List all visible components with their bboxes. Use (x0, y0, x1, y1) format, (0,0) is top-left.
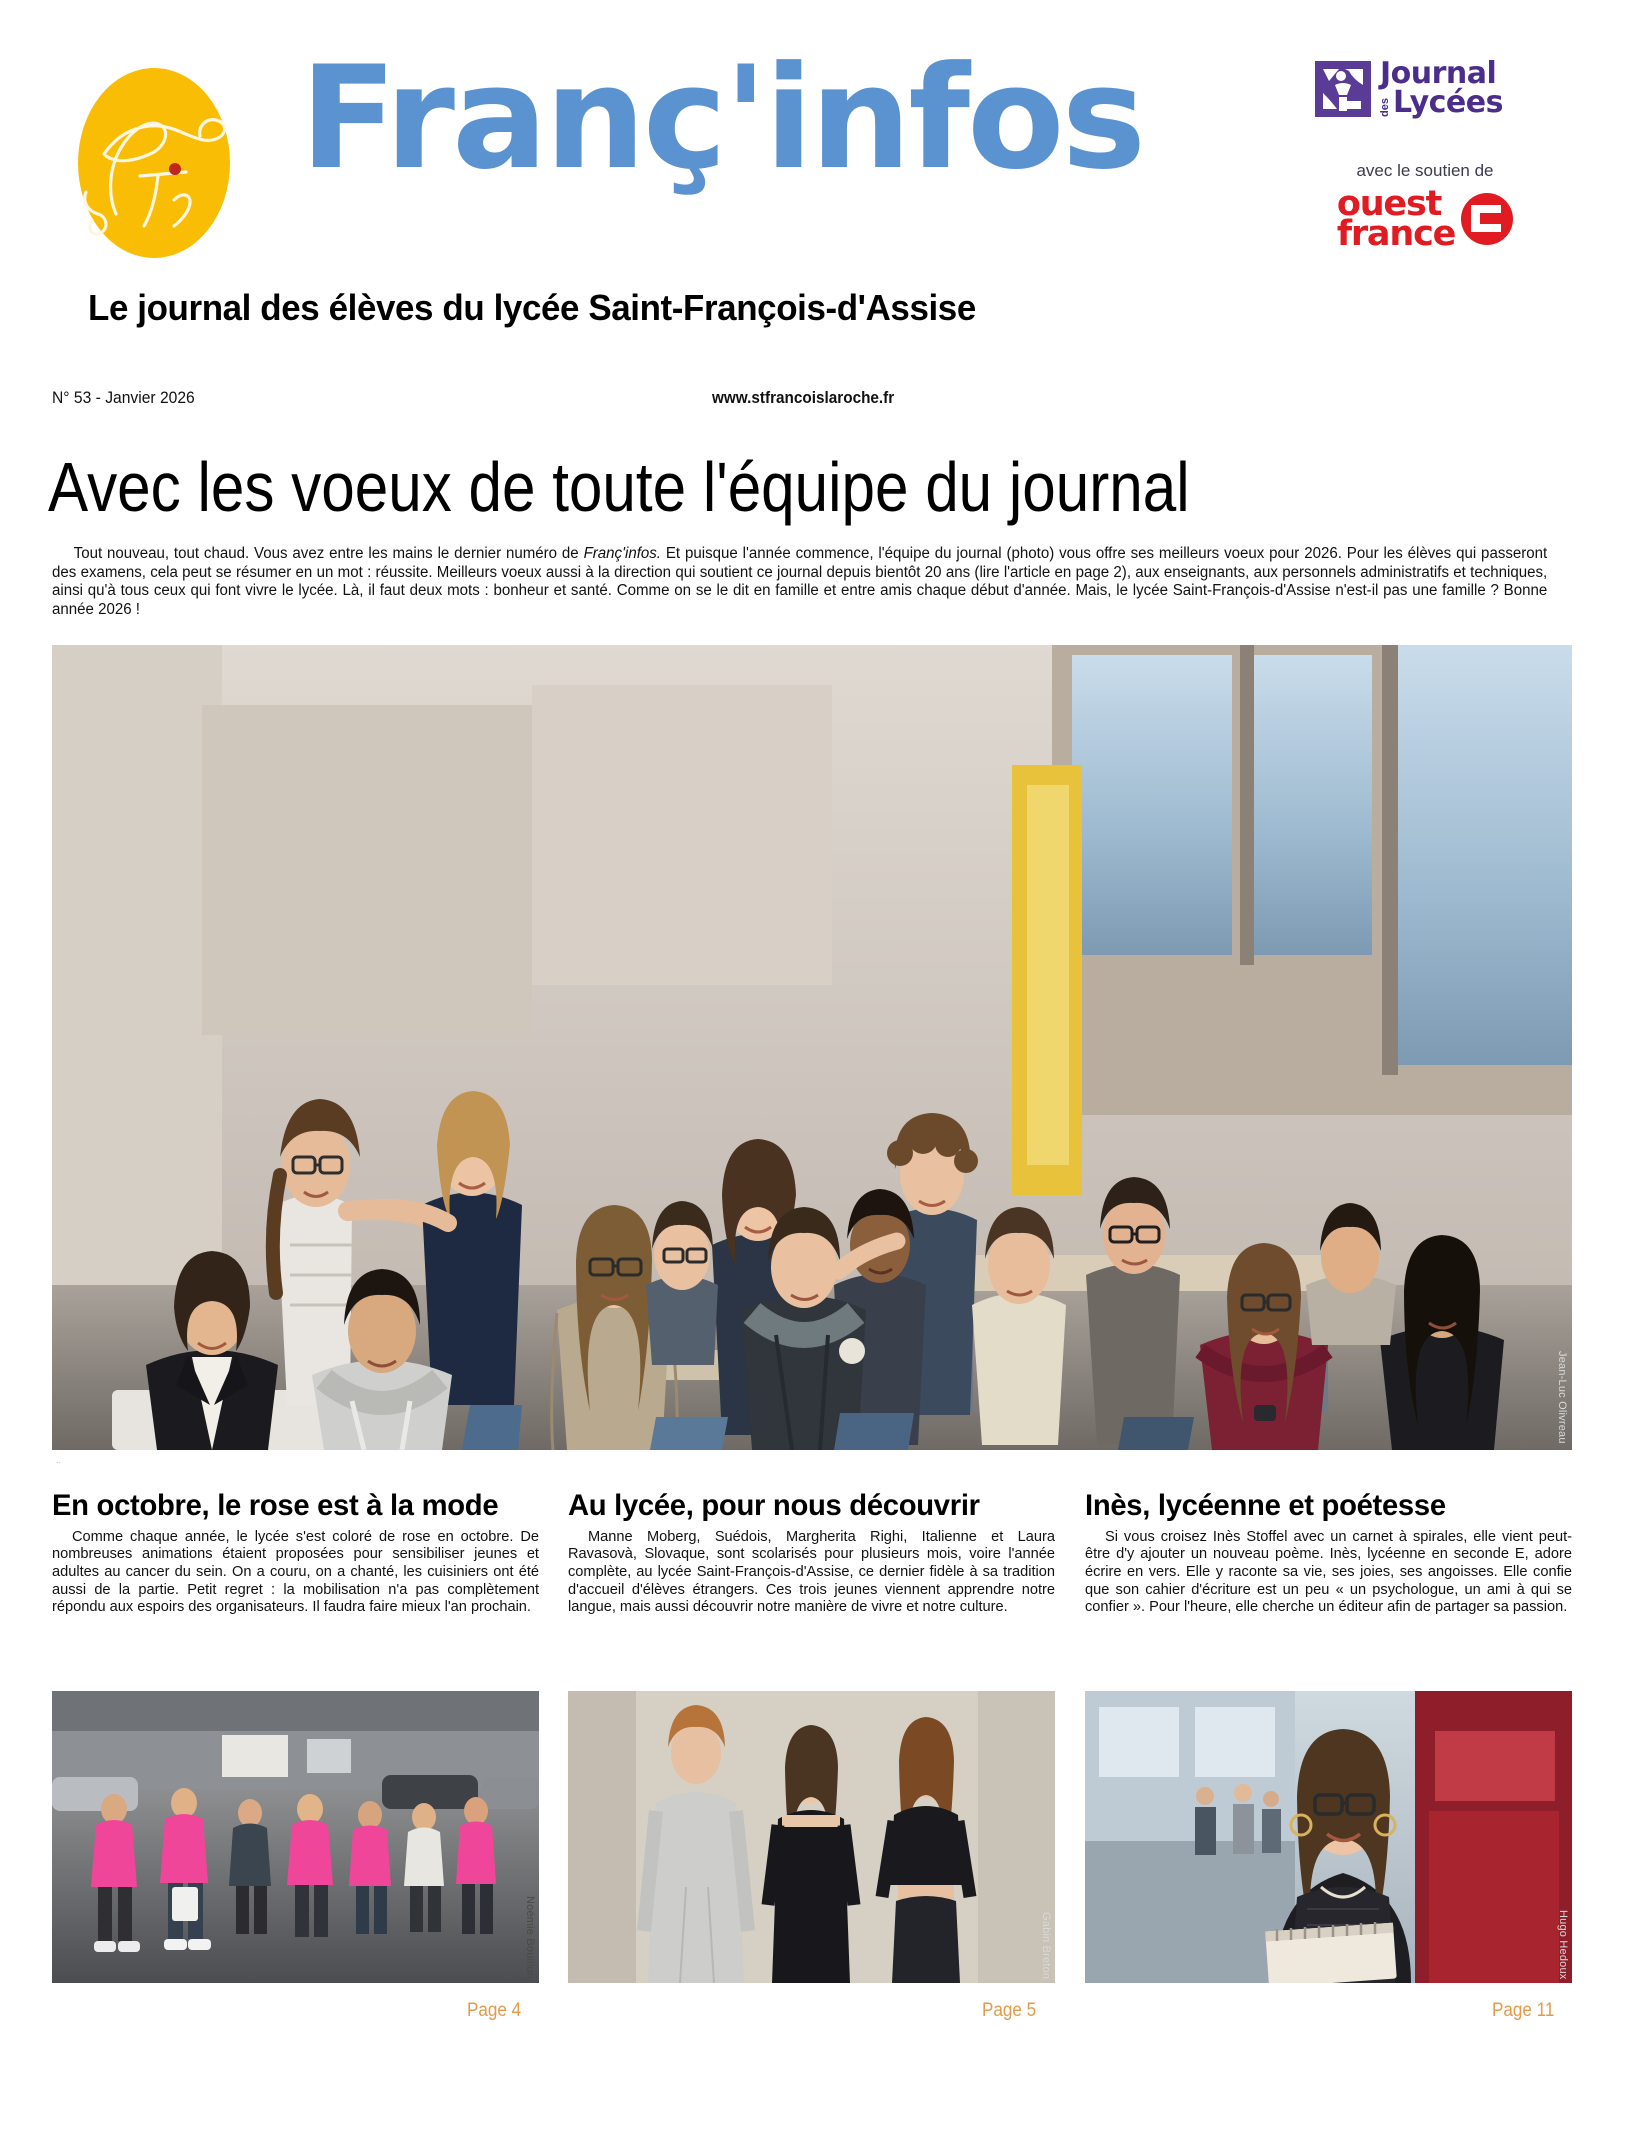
article-3-photo (1085, 1691, 1572, 1983)
main-photo-sub-mark: .. (56, 1455, 62, 1465)
ouest-word: ouest (1336, 184, 1442, 224)
page-ref-1[interactable]: Page 4 (467, 2000, 522, 2021)
article-2-photo (568, 1691, 1055, 1983)
article-3-headline: Inès, lycéenne et poétesse (1085, 1489, 1446, 1522)
support-text: avec le soutien de (1356, 161, 1494, 180)
page-ref-2[interactable]: Page 5 (982, 2000, 1037, 2021)
jdl-des-word: des (1379, 98, 1391, 117)
lead-text-part1: Tout nouveau, tout chaud. Vous avez entre les mains le dernier numéro de (73, 545, 584, 562)
masthead-subtitle: Le journal des élèves du lycée Saint-François-d'Assise (88, 287, 976, 328)
main-photo (52, 645, 1572, 1450)
partner-logos (1315, 56, 1535, 255)
article-2-headline: Au lycée, pour nous découvrir (568, 1489, 980, 1522)
page-references (52, 2000, 1572, 2030)
article-1-body (52, 1529, 539, 1617)
lead-italic-title: Franç'infos. (583, 545, 661, 562)
issue-line (52, 388, 1572, 410)
article-1-photo-credit: Noémie Bouillon (524, 1895, 536, 1979)
article-1-body-text: Comme chaque année, le lycée s'est coloré de rose en octobre. De nombreuses animations étaient proposées pour sensibiliser jeunes et adultes au cancer du sein. On a couru, on a chanté, les cuisiniers ont été aussi de la partie. Petit regret : la mobilisation n'a pas complètement répondu aux espoirs des organisateurs. Il faudra faire mieux l'an prochain. (52, 1528, 539, 1616)
page-ref-3[interactable]: Page 11 (1492, 2000, 1555, 2021)
page-title: Avec les voeux de toute l'équipe du journal (48, 448, 1190, 526)
article-column-3 (1085, 1489, 1572, 1979)
article-1-photo (52, 1691, 539, 1983)
journal-des-lycees-wordmark (1379, 56, 1503, 120)
article-column-2 (568, 1489, 1055, 1979)
website-url[interactable]: www.stfrancoislaroche.fr (712, 388, 895, 407)
main-photo-credit: Jean-Luc Olivreau (1556, 1351, 1568, 1444)
article-1-headline: En octobre, le rose est à la mode (52, 1489, 499, 1522)
article-2-body-text: Manne Moberg, Suédois, Margherita Righi, Italienne et Laura Ravasovà, Slovaque, sont scolarisés pour plusieurs mois, voire l'année complète, au lycée Saint-François-d'Assise, ce dernier fidèle à sa tradition d'accueil d'élèves étrangers. Ces trois jeunes viennent apprendre notre langue, mais aussi découvrir notre manière de vivre et notre culture. (568, 1528, 1055, 1616)
ouest-france-wordmark (1336, 184, 1456, 255)
journal-des-lycees-mark-icon (1315, 61, 1371, 117)
article-3-body-text: Si vous croisez Inès Stoffel avec un carnet à spirales, elle vient peut-être d'y ajouter un nouveau poème. Inès, lycéenne en seconde E, adore écrire en vers. Elle y raconte sa vie, ses joies, ses angoisses. Elle confie que son cahier d'écriture est un peu « un psychologue, un ami à qui se confier ». Pour l'heure, elle cherche un éditeur afin de partager sa passion. (1085, 1528, 1572, 1616)
article-3-body (1085, 1529, 1572, 1617)
journal-des-lycees-logo (1315, 56, 1535, 120)
masthead (0, 0, 1625, 345)
lead-text-part2: Et puisque l'année commence, l'équipe du journal (photo) vous offre ses meilleurs voeux pour 2026. Pour les élèves qui passeront des examens, cela peut se résumer en un mot : réussite. Meilleurs voeux aussi à la direction qui soutient ce journal depuis bientôt 20 ans (lire l'article en page 2), aux enseignants, aux personnels administratifs et techniques, ainsi qu'à tous ceux qui font vivre le lycée. Là, il faut deux mots : bonheur et santé. Comme on se le dit en famille et entre amis chaque début d'année. Mais, le lycée Saint-François-d'Assise n'est-il pas une famille ? Bonne année 2026 ! (52, 545, 1548, 618)
jdl-journal-word: Journal (1380, 56, 1497, 91)
francinfos-logo-oval (78, 68, 230, 258)
article-2-photo-credit: Gabin Breton (1040, 1911, 1052, 1979)
lead-paragraph (52, 545, 1547, 619)
jdl-lycees-word: Lycées (1393, 84, 1503, 120)
masthead-title: Franç'infos (300, 36, 1144, 201)
ouest-france-logo (1315, 184, 1535, 255)
article-3-photo-credit: Hugo Hedoux (1557, 1909, 1569, 1979)
france-word: france (1336, 214, 1456, 255)
ouest-france-circle-icon (1461, 193, 1513, 245)
article-column-1 (52, 1489, 539, 1979)
main-photo-scene (52, 645, 1572, 1450)
article-2-body (568, 1529, 1055, 1617)
issue-number: N° 53 - Janvier 2026 (52, 388, 195, 407)
